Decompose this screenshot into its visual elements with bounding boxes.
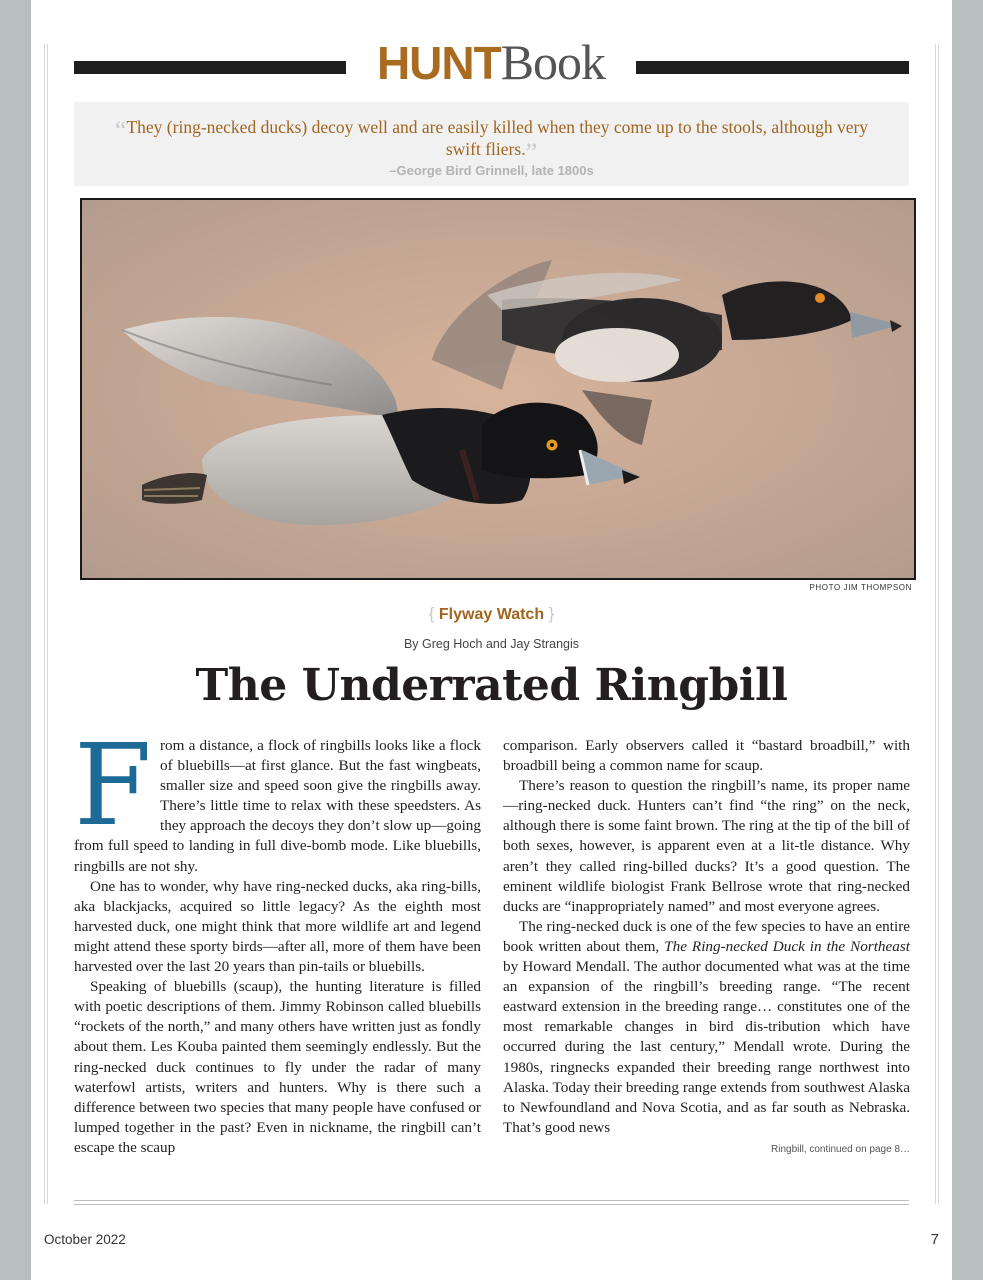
- article-column-right: [503, 736, 910, 1160]
- article-paragraph: [74, 721, 481, 877]
- page-number: 7: [930, 1231, 939, 1248]
- open-quote-mark: “: [114, 116, 127, 145]
- kicker-open-brace: {: [428, 604, 435, 623]
- section-title: [346, 34, 636, 103]
- frame-line: [44, 44, 45, 1204]
- pull-quote-attribution: –George Bird Grinnell, late 1800s: [389, 163, 594, 178]
- article-column-left: [74, 721, 481, 1158]
- pull-quote-text: They (ring-necked ducks) decoy well and are easily killed when they come up to the stools, although very swift fliers.: [126, 117, 869, 159]
- pull-quote: [74, 116, 909, 167]
- article-paragraph: One has to wonder, why have ring-necked ducks, aka ring-bills, aka blackjacks, acquired so little legacy? As the eighth most harvested duck, one might think that more wildlife art and legend might attend these sporty birds—after all, more of them have been harvested over the last 20 years than pin-tails or bluebills.: [74, 877, 481, 976]
- frame-line: [938, 44, 939, 1204]
- flying-ducks-illustration: [82, 200, 914, 578]
- section-title-bold: HUNT: [376, 37, 501, 89]
- issue-date: October 2022: [44, 1232, 126, 1247]
- book-title: The Ring-necked Duck in the Northeast: [664, 937, 910, 955]
- kicker-close-brace: }: [548, 604, 555, 623]
- header-rule-right: [636, 61, 909, 74]
- article-paragraph: There’s reason to question the ringbill’s name, its proper name—ring-necked duck. Hunters can’t find “the ring” on the neck, although there is some faint brown. The ring at the tip of the bill of both sexes, however, is apparent even at a lit-tle distance. Why aren’t they called ring-billed ducks? It’s a good question. The eminent wildlife biologist Frank Bellrose wrote that ring-necked ducks are “inappropriately named” and most everyone agrees.: [503, 777, 910, 915]
- article-paragraph: [503, 917, 910, 1138]
- article-paragraph: comparison. Early observers called it “bastard broadbill,” with broadbill being a common name for scaup.: [503, 737, 910, 775]
- pull-quote-box: [74, 102, 909, 186]
- footer-rule: [74, 1204, 909, 1205]
- frame-line: [935, 44, 936, 1204]
- kicker-label: Flyway Watch: [438, 606, 545, 623]
- close-quote-mark: ”: [525, 138, 538, 167]
- paragraph-text: by Howard Mendall. The author documented what was at the time an expansion of the ringbill’s breeding range. “The recent eastward extension in the breeding range… constitutes one of the most remarkable changes in bird dis-tribution which have occurred during the last century,” Mendall wrote. During the 1980s, ringnecks expanded their breeding range northwest into Alaska. Today their breeding range extends from southwest Alaska to Newfoundland and Nova Scotia, and as far south as Nebraska. That’s good news: [503, 958, 910, 1136]
- ducks-photo: [80, 198, 916, 580]
- article-paragraph: Speaking of bluebills (scaup), the hunting literature is filled with poetic descriptions of them. Jimmy Robinson called bluebills “rockets of the north,” and many others have written just as fondly about them. Les Kouba painted them seemingly endlessly. But the ring-necked duck continues to fly under the radar of many waterfowl artists, writers and hunters. Why is there such a difference between two species that many people have confused or lumped together in the past? Even in nickname, the ringbill can’t escape the scaup: [74, 978, 481, 1156]
- paragraph-text: rom a distance, a flock of ringbills looks like a flock of bluebills—at first glance. But the fast wingbeats, smaller size and speed soon give the ringbills away. There’s little time to relax with these speedsters. As they approach the decoys they don’t slow up—going from full speed to landing in full dive-bomb mode. Like bluebills, ringbills are not shy.: [74, 737, 481, 875]
- frame-line: [47, 44, 48, 1204]
- paragraph-text: The ring-necked duck is one of the few species to have an entire book written about them,: [503, 917, 910, 955]
- footer-rule: [74, 1200, 909, 1201]
- continued-note: Ringbill, continued on page 8…: [771, 1143, 910, 1155]
- department-kicker: [0, 604, 983, 624]
- section-title-light: Book: [500, 34, 606, 90]
- photo-credit: PHOTO JIM THOMPSON: [809, 583, 912, 592]
- byline: By Greg Hoch and Jay Strangis: [403, 637, 580, 651]
- headline: The Underrated Ringbill: [195, 660, 788, 711]
- drop-cap: F: [74, 721, 152, 851]
- header-rule-left: [74, 61, 346, 74]
